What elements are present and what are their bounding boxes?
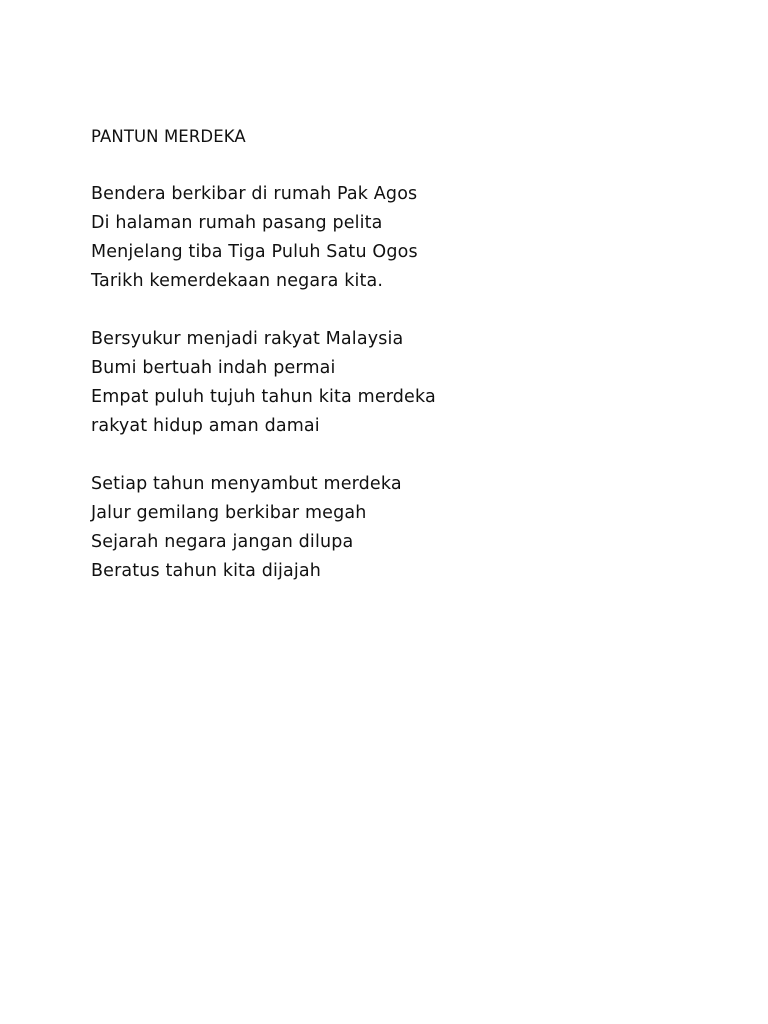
poem-body	[91, 122, 711, 586]
poem-line: Empat puluh tujuh tahun kita merdeka	[91, 387, 436, 407]
poem-line: Menjelang tiba Tiga Puluh Satu Ogos	[91, 242, 418, 262]
poem-line: Beratus tahun kita dijajah	[91, 561, 322, 581]
poem-title: PANTUN MERDEKA	[91, 127, 246, 146]
stanza-3	[91, 470, 711, 586]
poem-line: Bersyukur menjadi rakyat Malaysia	[91, 329, 404, 349]
poem-line: Sejarah negara jangan dilupa	[91, 532, 354, 552]
poem-line: rakyat hidup aman damai	[91, 416, 320, 436]
stanza-2	[91, 325, 711, 441]
stanza-1	[91, 180, 711, 296]
poem-line: Jalur gemilang berkibar megah	[91, 503, 367, 523]
poem-line: Bumi bertuah indah permai	[91, 358, 336, 378]
poem-line: Tarikh kemerdekaan negara kita.	[91, 271, 384, 291]
poem-line: Bendera berkibar di rumah Pak Agos	[91, 184, 418, 204]
poem-line: Di halaman rumah pasang pelita	[91, 213, 383, 233]
poem-line: Setiap tahun menyambut merdeka	[91, 474, 402, 494]
